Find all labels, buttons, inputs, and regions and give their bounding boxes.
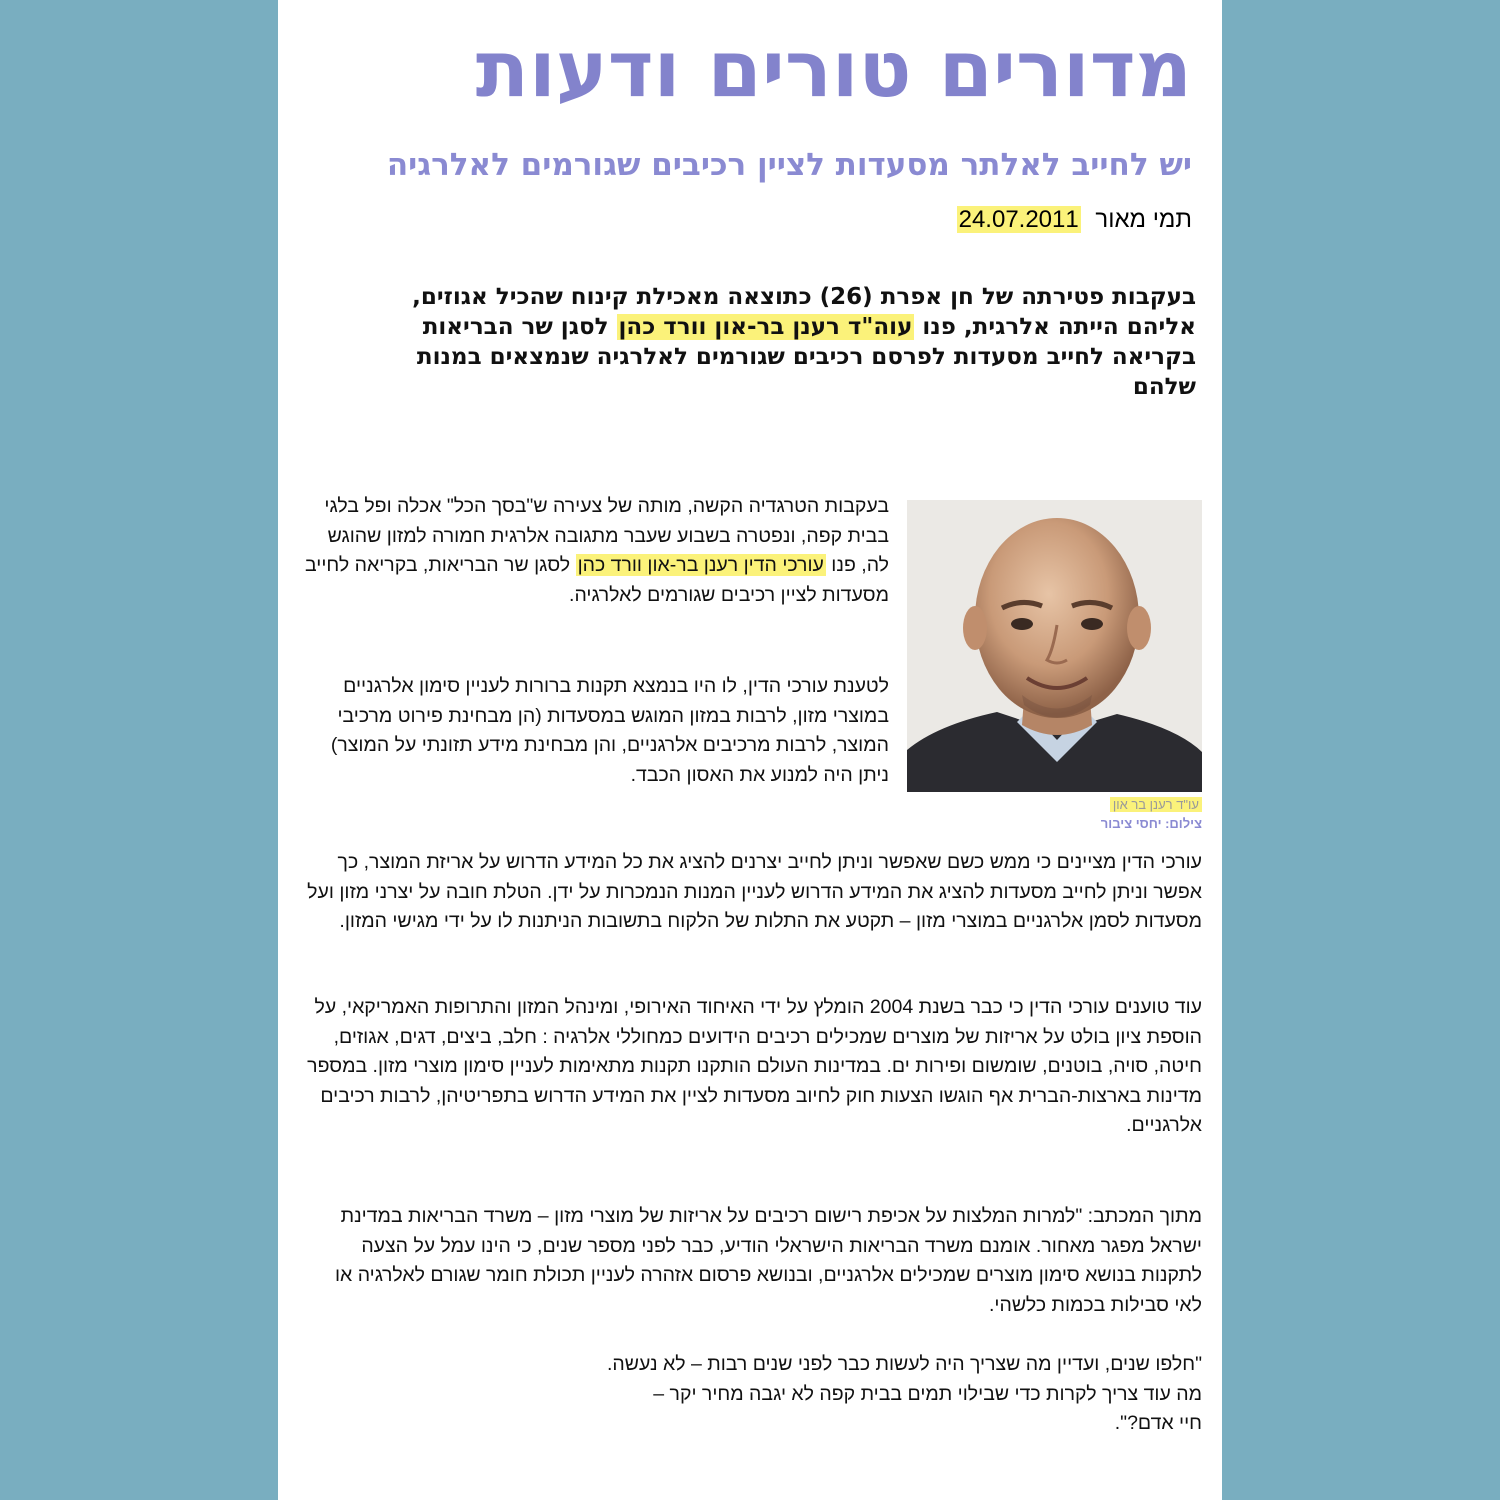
article-page [278, 0, 1222, 1500]
body-paragraph-4: עוד טוענים עורכי הדין כי כבר בשנת 2004 הומלץ על ידי האיחוד האירופי, ומינהל המזון והתרופות האמריקאי, על הוספת ציון בולט על אריזות של מוצרים שמכילים רכיבים הידועים כמחוללי אלרגיה : חלב, ביצים, דגים, אגוזים, חיטה, סויה, בוטנים, שומשום ופירות ים. במדינות העולם הותקנו תקנות מתאימות לעניין סימון מוצרי מזון. במספר מדינות בארצות-הברית אף הוגשו הצעות חוק לחיוב מסעדות לציין את המידע הדרוש בתפריטיהן, לרבות רכיבים אלרגניים. [307, 996, 1202, 1136]
quote-line-1: "חלפו שנים, ועדיין מה שצריך היה לעשות כבר לפני שנים רבות – לא נעשה. [607, 1353, 1202, 1375]
portrait-photo [907, 500, 1202, 792]
quote-line-3: חיי אדם?". [1114, 1412, 1202, 1434]
body-paragraph-3: עורכי הדין מציינים כי ממש כשם שאפשר וניתן לחייב יצרנים להציג את כל המידע הדרוש על אריזת המוצר, כך אפשר וניתן לחייב מסעדות להציג את המידע הדרוש לעניין המנות הנמכרות על ידן. הטלת חובה על יצרני מזון ועל מסעדות לסמן אלרגניים במוצרי מזון – תקטע את התלות של הלקוח בתשובות הניתנות לו על ידי מגישי המזון. [307, 851, 1202, 932]
body-paragraph-2: לטענת עורכי הדין, לו היו בנמצא תקנות ברורות לעניין סימון אלרגניים במוצרי מזון, לרבות במזון המוגש במסעדות (הן מבחינת פירוט מרכיבי המוצר, לרבות מרכיבים אלרגניים, והן מבחינת מידע תזונתי על המוצר) ניתן היה למנוע את האסון הכבד. [330, 675, 889, 786]
caption-credit: צילום: יחסי ציבור [1100, 816, 1202, 831]
byline-author: תמי מאור [1095, 206, 1192, 233]
paragraph-1-highlight: עורכי הדין רענן בר-און וורד כהן [577, 554, 824, 576]
subheadline: יש לחייב לאלתר מסעדות לציין רכיבים שגורמים לאלרגיה [386, 147, 1192, 183]
body-paragraph-1 [304, 492, 889, 610]
byline [957, 202, 1192, 238]
lead-paragraph [346, 282, 1196, 402]
headline: מדורים טורים ודעות [475, 25, 1192, 115]
quote-line-2: מה עוד צריך לקרות כדי שבילוי תמים בבית קפה לא יגבה מחיר יקר – [653, 1382, 1202, 1405]
byline-date: 24.07.2011 [958, 206, 1079, 233]
paragraph-1-start: בעקבות הטרגדיה הקשה, מותה של צעירה ש"בסך הכל" אכלה ופל בלגי בבית קפה, ונפטרה בשבוע שעבר מתגובה אלרגית חמורה למזון שהוגש לה, פנו [324, 495, 889, 576]
caption-name-line [907, 795, 1202, 815]
photo-caption [907, 795, 1202, 833]
lead-text-end: לסגן שר הבריאות בקריאה לחייב מסעדות לפרסם רכיבים שגורמים לאלרגיה שנמצאים במנות שלהם [416, 314, 1196, 400]
lead-highlight: עוה"ד רענן בר-און וורד כהן [618, 314, 913, 340]
body-paragraph-5: מתוך המכתב: "למרות המלצות על אכיפת רישום רכיבים על אריזות של מוצרי מזון – משרד הבריאות במדינת ישראל מפגר מאחור. אומנם משרד הבריאות הישראלי הודיע, כבר לפני מספר שנים, כי הינו עמל על הצעה לתקנות בנושא סימון מוצרים שמכילים אלרגניים, ובנושא פרסום אזהרה לעניין תכולת חומר שגורם לאלרגיה או לאי סבילות בכמות כלשהי. [334, 1205, 1202, 1316]
lead-text-start: בעקבות פטירתה של חן אפרת (26) כתוצאה מאכילת קינוח שהכיל אגוזים, אליהם הייתה אלרגית, פנו [412, 284, 1196, 340]
body-paragraph-6 [302, 1350, 1202, 1439]
paragraph-1-end: לסגן שר הבריאות, בקריאה לחייב מסעדות לציין רכיבים שגורמים לאלרגיה. [305, 554, 889, 606]
caption-name: עו"ד רענן בר און [1110, 797, 1202, 812]
portrait-image [907, 500, 1202, 792]
